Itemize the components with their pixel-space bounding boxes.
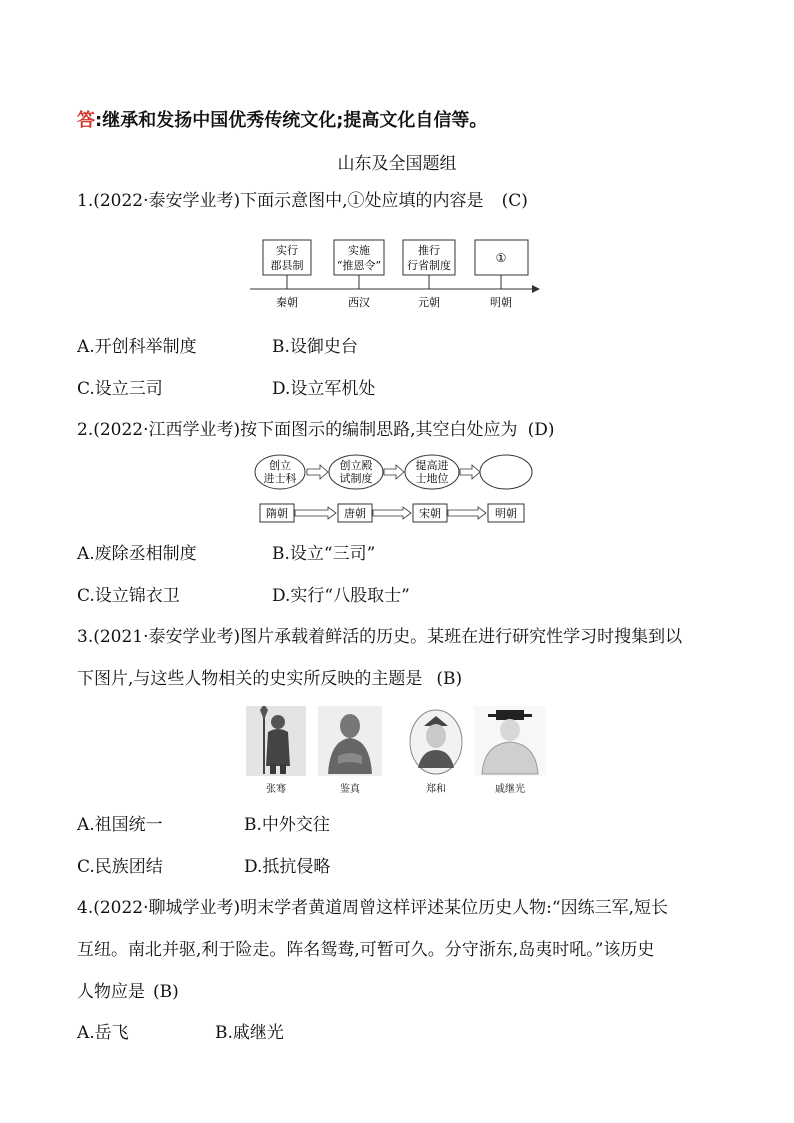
q1-option-b: B.设御史台 [272, 337, 358, 357]
svg-text:郡县制: 郡县制 [270, 259, 304, 272]
q1-era-4: 明朝 [490, 296, 512, 309]
svg-text:进士科: 进士科 [263, 472, 297, 485]
svg-text:创立殿: 创立殿 [339, 459, 373, 472]
caption-zheng-he: 郑和 [426, 784, 446, 795]
q3-option-a: A.祖国统一 [77, 815, 163, 835]
q3-option-c: C.民族团结 [77, 857, 163, 877]
question-3-stem-line2 [77, 668, 462, 690]
question-3-stem-line1: 3.(2021·泰安学业考)图片承载着鲜活的历史。某班在进行研究性学习时搜集到以 [77, 627, 683, 647]
q1-option-d: D.设立军机处 [272, 379, 376, 399]
q2-flow-diagram [250, 452, 535, 527]
q2-dynasty-arrows [295, 507, 486, 519]
svg-text:“推恩令”: “推恩令” [336, 259, 382, 272]
svg-text:①: ① [495, 251, 507, 265]
q1-box-3 [403, 240, 455, 275]
answer-content: :继承和发扬中国优秀传统文化;提高文化自信等。 [95, 110, 488, 131]
question-2-stem [77, 419, 554, 441]
q3-option-d: D.抵抗侵略 [244, 857, 331, 877]
q3-answer: (B) [436, 669, 463, 689]
answer-label: 答 [77, 110, 95, 131]
q3-stem-text: 下图片,与这些人物相关的史实所反映的主题是 [77, 669, 423, 689]
q2-oval-2 [329, 455, 383, 489]
q1-timeline-diagram [250, 234, 545, 314]
q2-stem-text: 2.(2022·江西学业考)按下面图示的编制思路,其空白处应为 [77, 420, 518, 440]
answer-text [77, 106, 487, 132]
svg-text:推行: 推行 [418, 244, 440, 257]
svg-text:提高进: 提高进 [415, 459, 449, 472]
q4-option-b: B.戚继光 [215, 1023, 284, 1043]
portrait-zheng-he [408, 708, 464, 776]
q1-box-1 [263, 240, 311, 275]
q1-era-2: 西汉 [348, 296, 370, 309]
question-4-stem-line3 [77, 981, 179, 1003]
q4-stem-text: 人物应是 [77, 982, 145, 1002]
q1-timeline-axis [250, 285, 540, 293]
q1-option-a: A.开创科举制度 [77, 337, 197, 357]
q2-dynasty-1: 隋朝 [266, 507, 288, 520]
q1-era-1: 秦朝 [276, 296, 298, 309]
q2-oval-blank [480, 455, 532, 489]
q2-oval-3 [405, 455, 459, 489]
q2-dynasty-2: 唐朝 [344, 507, 366, 520]
caption-jian-zhen: 鉴真 [340, 784, 360, 795]
svg-text:试制度: 试制度 [339, 472, 373, 485]
section-title: 山东及全国题组 [337, 154, 457, 174]
q1-connectors [287, 275, 501, 289]
svg-text:实行: 实行 [276, 244, 298, 257]
svg-text:创立: 创立 [269, 459, 291, 472]
q1-answer: (C) [501, 191, 528, 211]
q2-oval-1 [255, 455, 305, 489]
q2-option-d: D.实行“八股取士” [272, 586, 410, 606]
q2-option-a: A.废除丞相制度 [77, 544, 197, 564]
q4-answer: (B) [153, 982, 179, 1002]
q2-option-b: B.设立“三司” [272, 544, 376, 564]
caption-zhang-qian: 张骞 [266, 784, 286, 795]
caption-qi-jiguang: 戚继光 [495, 784, 525, 795]
q1-box-2 [334, 240, 384, 275]
q4-option-a: A.岳飞 [77, 1023, 129, 1043]
portrait-qi-jiguang [474, 706, 546, 776]
question-4-stem-line1: 4.(2022·聊城学业考)明末学者黄道周曾这样评述某位历史人物:“因练三军,短长 [77, 898, 668, 918]
portrait-jian-zhen [318, 706, 382, 776]
q1-era-3: 元朝 [418, 296, 440, 309]
portrait-zhang-qian [246, 706, 306, 776]
q1-option-c: C.设立三司 [77, 379, 163, 399]
svg-text:士地位: 士地位 [415, 472, 449, 485]
svg-text:实施: 实施 [348, 244, 370, 257]
q3-option-b: B.中外交往 [244, 815, 330, 835]
question-4-stem-line2: 互纽。南北并驱,利于险走。阵名鸳鸯,可暂可久。分守浙东,岛夷时吼。”该历史 [77, 940, 655, 960]
q2-dynasty-4: 明朝 [495, 507, 517, 520]
q1-box-4 [475, 240, 528, 275]
q1-stem-text: 1.(2022·泰安学业考)下面示意图中,①处应填的内容是 [77, 191, 484, 211]
q2-option-c: C.设立锦衣卫 [77, 586, 180, 606]
q2-dynasty-3: 宋朝 [419, 507, 441, 520]
q2-answer: (D) [527, 420, 555, 440]
svg-text:行省制度: 行省制度 [407, 259, 451, 272]
question-1-stem [77, 190, 528, 212]
